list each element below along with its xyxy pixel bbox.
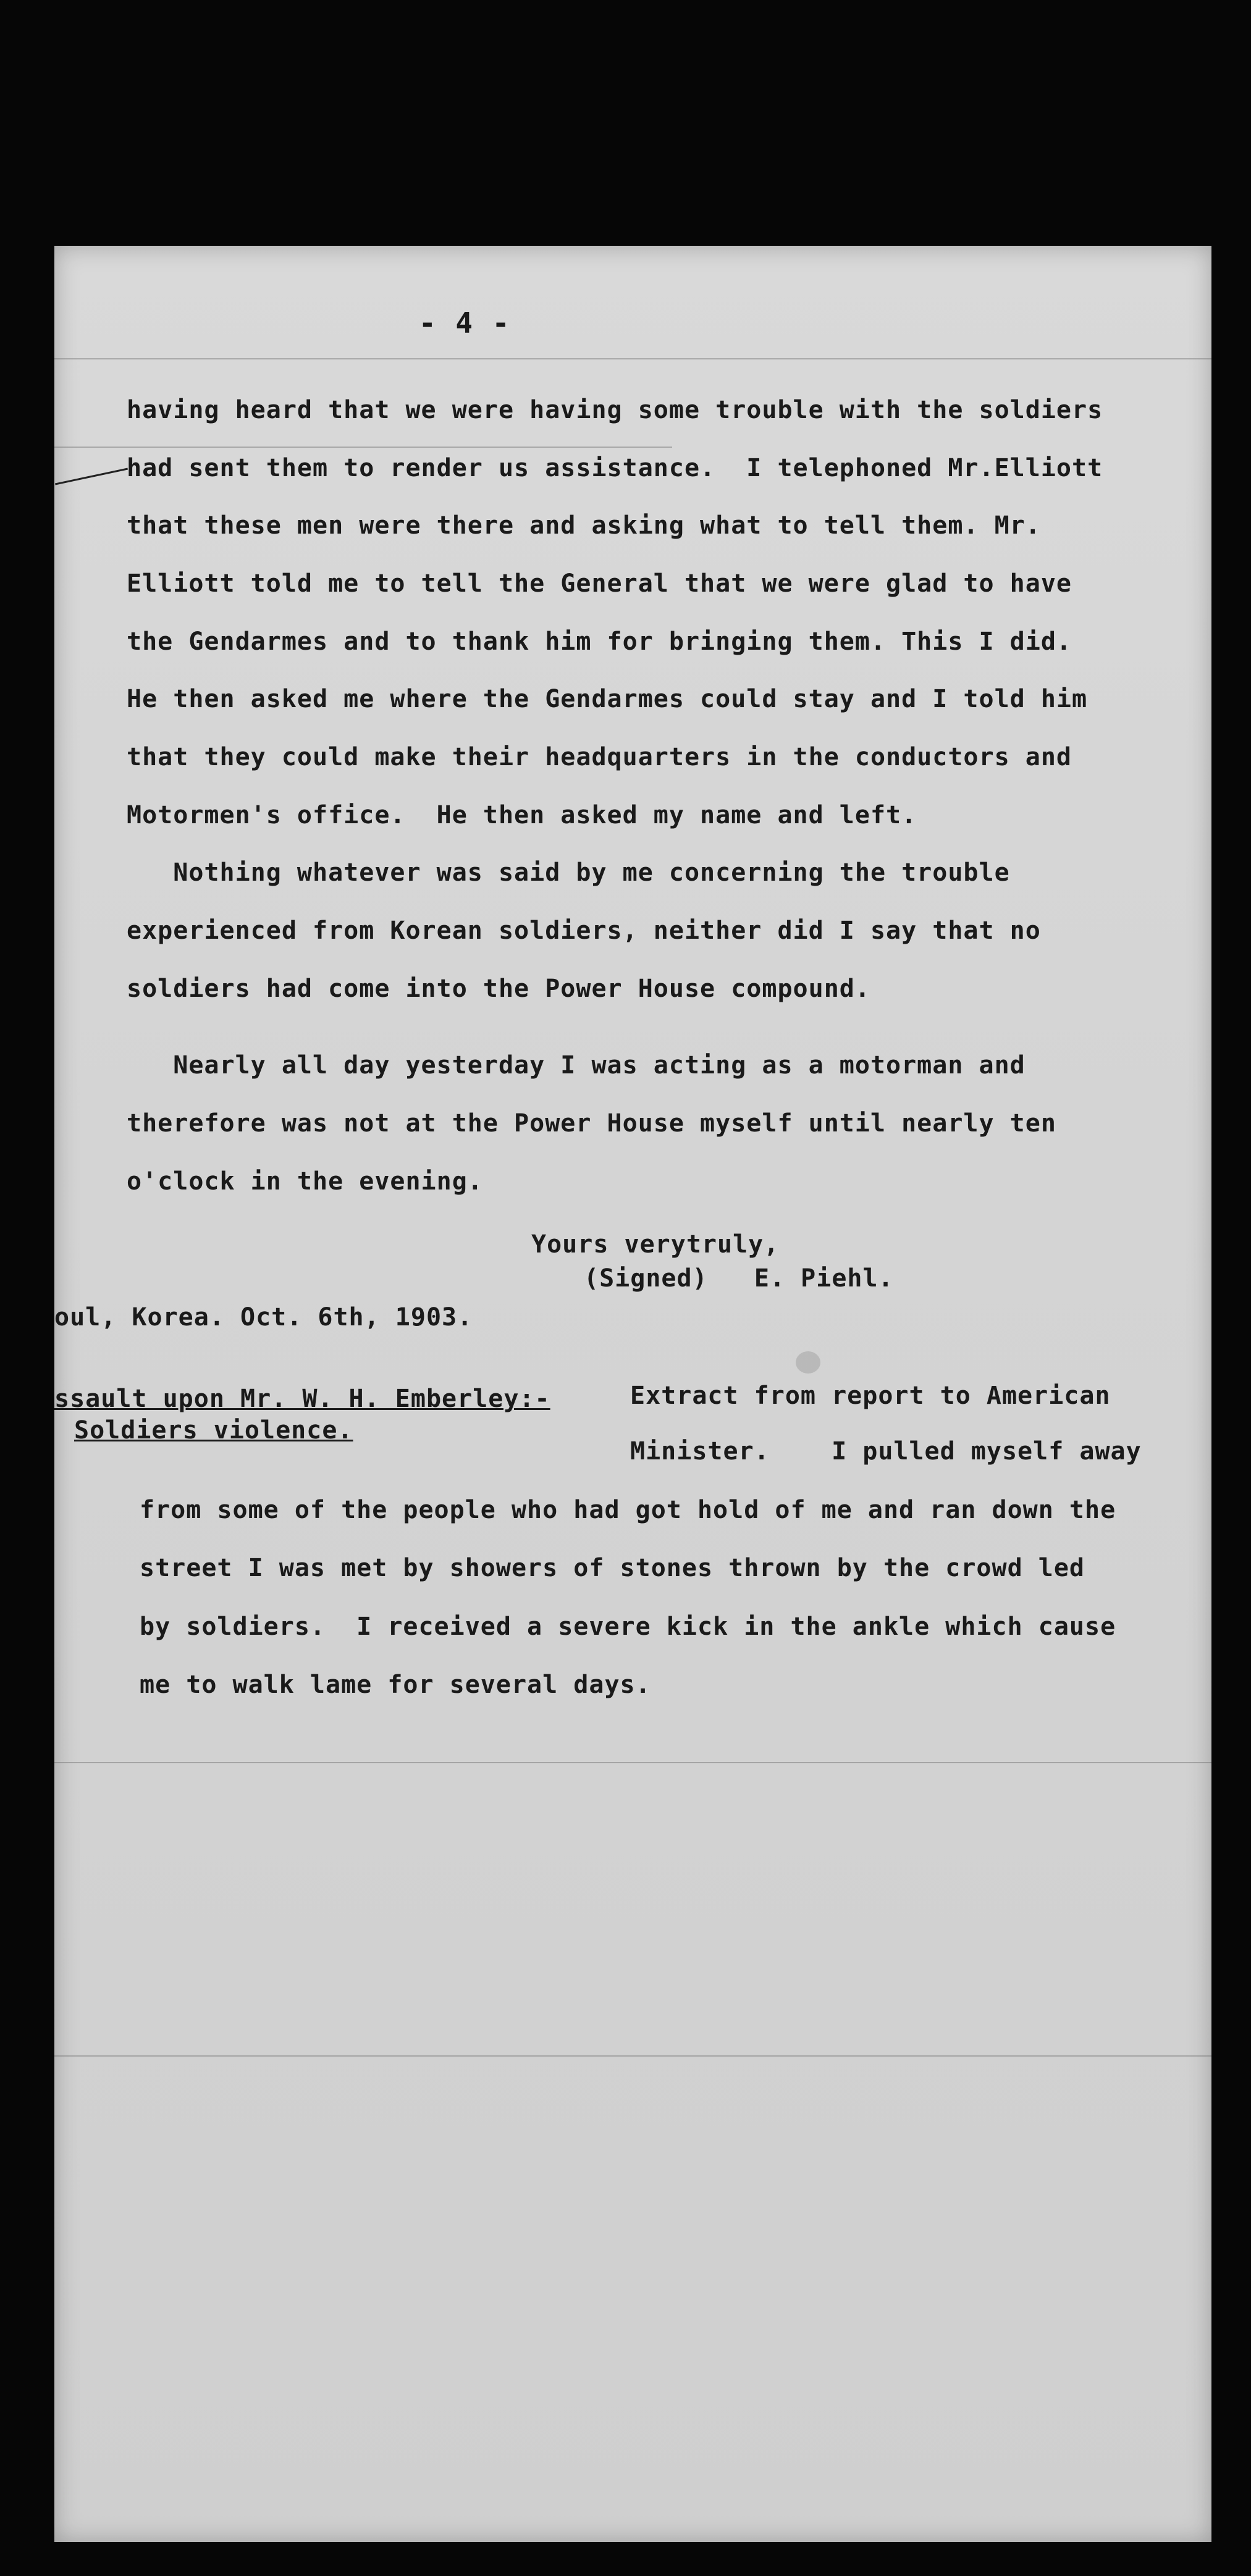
body-line: Elliott told me to tell the General that we were glad to have	[127, 569, 1072, 598]
body-line: had sent them to render us assistance. I telephoned Mr.Elliott	[127, 454, 1103, 482]
section-heading: ssault upon Mr. W. H. Emberley:-	[54, 1385, 550, 1413]
extract-line: me to walk lame for several days.	[140, 1671, 651, 1699]
body-line: Motormen's office. He then asked my name and left.	[127, 801, 917, 829]
section-subheading: Soldiers violence.	[74, 1416, 353, 1445]
extract-line: Minister. I pulled myself away	[630, 1437, 1142, 1466]
body-line: Nearly all day yesterday I was acting as a motorman and	[127, 1051, 1026, 1080]
document-page	[54, 246, 1211, 2542]
body-line: therefore was not at the Power House myself until nearly ten	[127, 1109, 1056, 1138]
paper-rule	[54, 2055, 1211, 2057]
paper-rule	[54, 358, 1211, 359]
extract-line: from some of the people who had got hold of me and ran down the	[140, 1496, 1116, 1524]
body-line: soldiers had come into the Power House compound.	[127, 975, 870, 1003]
signature: (Signed) E. Piehl.	[584, 1264, 894, 1293]
body-line: experienced from Korean soldiers, neither did I say that no	[127, 917, 1041, 945]
extract-line: by soldiers. I received a severe kick in the ankle which cause	[140, 1613, 1116, 1641]
extract-line: street I was met by showers of stones thrown by the crowd led	[140, 1554, 1085, 1582]
body-line: Nothing whatever was said by me concerning the trouble	[127, 858, 1010, 887]
body-line: He then asked me where the Gendarmes could stay and I told him	[127, 685, 1088, 713]
body-line: that they could make their headquarters in the conductors and	[127, 743, 1072, 771]
page-number: - 4 -	[419, 306, 511, 340]
extract-intro: Extract from report to American	[630, 1382, 1111, 1410]
paper-rule	[54, 1762, 1211, 1763]
body-line: that these men were there and asking what to tell them. Mr.	[127, 511, 1041, 540]
closing-salutation: Yours verytruly,	[531, 1230, 780, 1259]
body-line: having heard that we were having some trouble with the soldiers	[127, 396, 1103, 424]
body-line: o'clock in the evening.	[127, 1167, 483, 1196]
date-line: oul, Korea. Oct. 6th, 1903.	[54, 1303, 473, 1332]
paper-stain	[796, 1351, 820, 1374]
paper-rule	[54, 447, 672, 448]
body-line: the Gendarmes and to thank him for bringing them. This I did.	[127, 627, 1072, 656]
